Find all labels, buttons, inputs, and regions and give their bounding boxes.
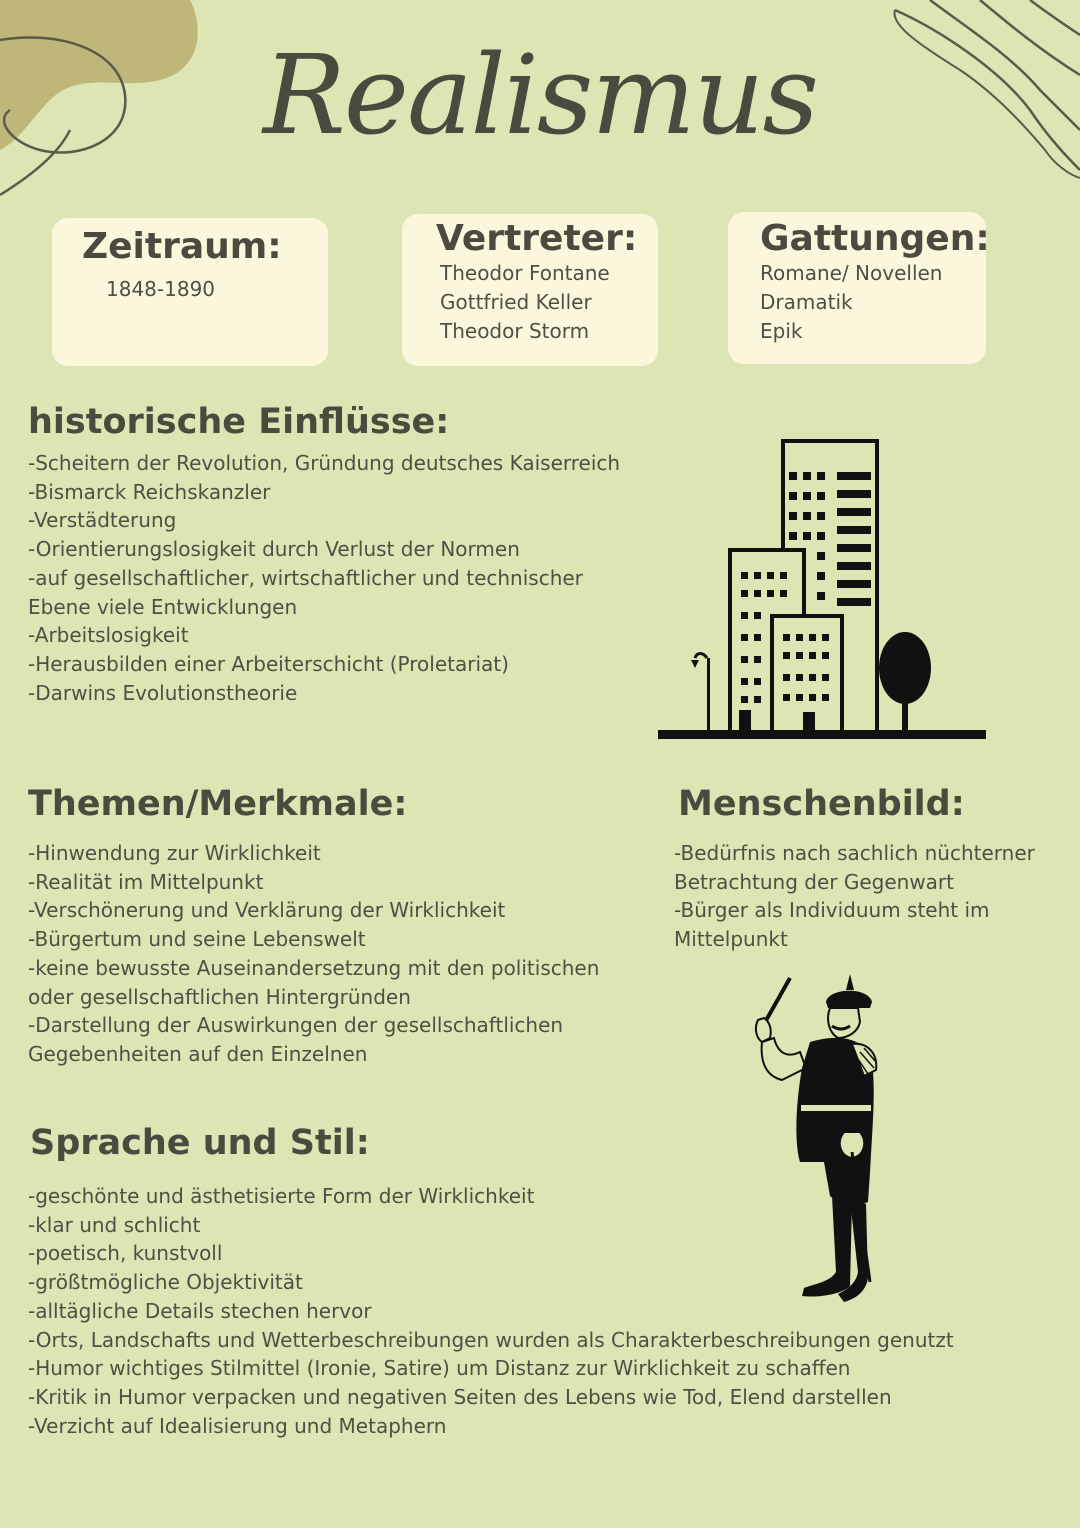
card-zeitraum-line: 1848-1890 [106,277,216,301]
card-gattungen-line-2: Dramatik [760,290,853,314]
list-item: -Hinwendung zur Wirklichkeit [28,841,321,865]
list-item: -Bedürfnis nach sachlich nüchterner [674,841,1035,865]
card-vertreter-line-2: Gottfried Keller [440,290,592,314]
historisch-heading: historische Einflüsse: [28,402,450,442]
card-gattungen [728,212,990,364]
list-item: -keine bewusste Auseinandersetzung mit den politischen [28,955,600,980]
card-gattungen-line-3: Epik [760,319,803,343]
sprache-heading: Sprache und Stil: [30,1123,370,1163]
list-item: -Humor wichtiges Stilmittel (Ironie, Satire) um Distanz zur Wirklichkeit zu schaffen [28,1356,851,1381]
card-zeitraum-heading: Zeitraum: [82,226,282,267]
card-vertreter-heading: Vertreter: [436,218,638,259]
card-zeitraum [52,218,328,366]
list-item: -alltägliche Details stechen hervor [28,1298,372,1323]
card-gattungen-heading: Gattungen: [760,218,990,259]
list-item: -geschönte und ästhetisierte Form der Wirklichkeit [28,1184,535,1208]
list-item: -Darwins Evolutionstheorie [28,680,298,705]
list-item: -klar und schlicht [28,1212,201,1237]
list-item: Ebene viele Entwicklungen [28,594,298,619]
list-item: -Verstädterung [28,508,177,533]
menschenbild-list [674,839,1074,954]
list-item: -Herausbilden einer Arbeiterschicht (Proletariat) [28,651,509,676]
city-buildings-illustration [655,438,990,746]
list-item: oder gesellschaftlichen Hintergründen [28,984,411,1009]
list-item: Betrachtung der Gegenwart [674,869,954,894]
list-item: -Bismarck Reichskanzler [28,479,271,504]
list-item: Mittelpunkt [674,927,788,952]
menschenbild-heading: Menschenbild: [678,784,965,824]
sprache-list [28,1182,1068,1440]
list-item: -Verzicht auf Idealisierung und Metaphern [28,1413,447,1438]
list-item: -größtmögliche Objektivität [28,1270,303,1295]
list-item: -Darstellung der Auswirkungen der gesellschaftlichen [28,1013,564,1038]
list-item: -Scheitern der Revolution, Gründung deutsches Kaiserreich [28,451,621,475]
list-item: -Bürgertum und seine Lebenswelt [28,927,366,952]
card-vertreter-line-1: Theodor Fontane [440,261,610,285]
list-item: -Orts, Landschafts und Wetterbeschreibungen wurden als Charakterbeschreibungen genutzt [28,1327,954,1352]
list-item: -auf gesellschaftlicher, wirtschaftlicher und technischer [28,565,583,590]
historisch-list [28,449,648,707]
card-vertreter [402,214,658,366]
list-item: -Orientierungslosigkeit durch Verlust der Normen [28,537,520,562]
list-item: -Bürger als Individuum steht im [674,898,990,923]
list-item: -Realität im Mittelpunkt [28,869,264,894]
list-item: -Arbeitslosigkeit [28,623,189,648]
themen-heading: Themen/Merkmale: [28,784,408,824]
card-vertreter-line-3: Theodor Storm [440,319,590,343]
card-gattungen-line-1: Romane/ Novellen [760,261,943,285]
list-item: -Verschönerung und Verklärung der Wirklichkeit [28,898,506,923]
list-item: -poetisch, kunstvoll [28,1241,223,1266]
list-item: Gegebenheiten auf den Einzelnen [28,1041,368,1066]
list-item: -Kritik in Humor verpacken und negativen Seiten des Lebens wie Tod, Elend darstellen [28,1384,892,1409]
themen-list [28,839,648,1069]
page-title: Realismus [263,31,817,159]
